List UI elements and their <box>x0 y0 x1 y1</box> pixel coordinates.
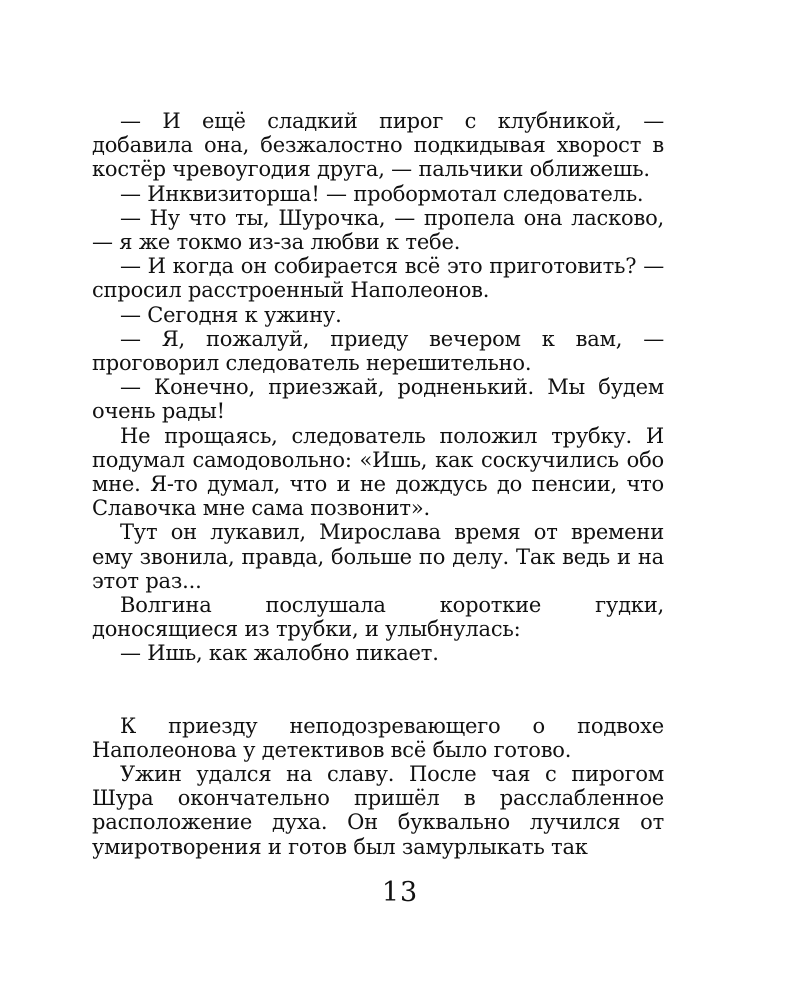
page-number: 13 <box>381 877 419 908</box>
paragraph: Ужин удался на славу. После чая с пирогом Шура окончательно пришёл в расслабленное расположение духа. Он буквально лучился от умиротворения и готов был замурлыкать так <box>92 762 664 859</box>
paragraph: — И ещё сладкий пирог с клубникой, — добавила она, безжалостно подкидывая хворост в костёр чревоугодия друга, — пальчики оближешь. <box>92 109 664 182</box>
paragraph: — Ну что ты, Шурочка, — пропела она ласково, — я же токмо из-за любви к тебе. <box>92 205 664 255</box>
section-break <box>92 666 664 714</box>
paragraph: — Я, пожалуй, приеду вечером к вам, — проговорил следователь нерешительно. <box>92 326 664 376</box>
paragraph: — Сегодня к ужину. <box>120 302 342 327</box>
paragraph: Тут он лукавил, Мирослава время от времени ему звонила, правда, больше по делу. Так ведь и на этот раз... <box>92 520 664 593</box>
paragraph: Волгина послушала короткие гудки, доносящиеся из трубки, и улыбнулась: <box>92 593 664 642</box>
paragraph: — Конечно, приезжай, родненький. Мы будем очень рады! <box>92 375 664 424</box>
paragraph: — Инквизиторша! — пробормотал следователь. <box>120 181 644 206</box>
paragraph: Не прощаясь, следователь положил трубку. И подумал самодовольно: «Ишь, как соскучились обо мне. Я-то думал, что и не дождусь до пенсии, что Славочка мне сама позвонит». <box>92 423 664 521</box>
paragraph: — Ишь, как жалобно пикает. <box>120 641 439 666</box>
paragraph: — И когда он собирается всё это приготовить? — спросил расстроенный Наполеонов. <box>92 254 664 303</box>
page-text <box>92 109 664 859</box>
paragraph: К приезду неподозревающего о подвохе Наполеонова у детективов всё было готово. <box>92 713 664 762</box>
